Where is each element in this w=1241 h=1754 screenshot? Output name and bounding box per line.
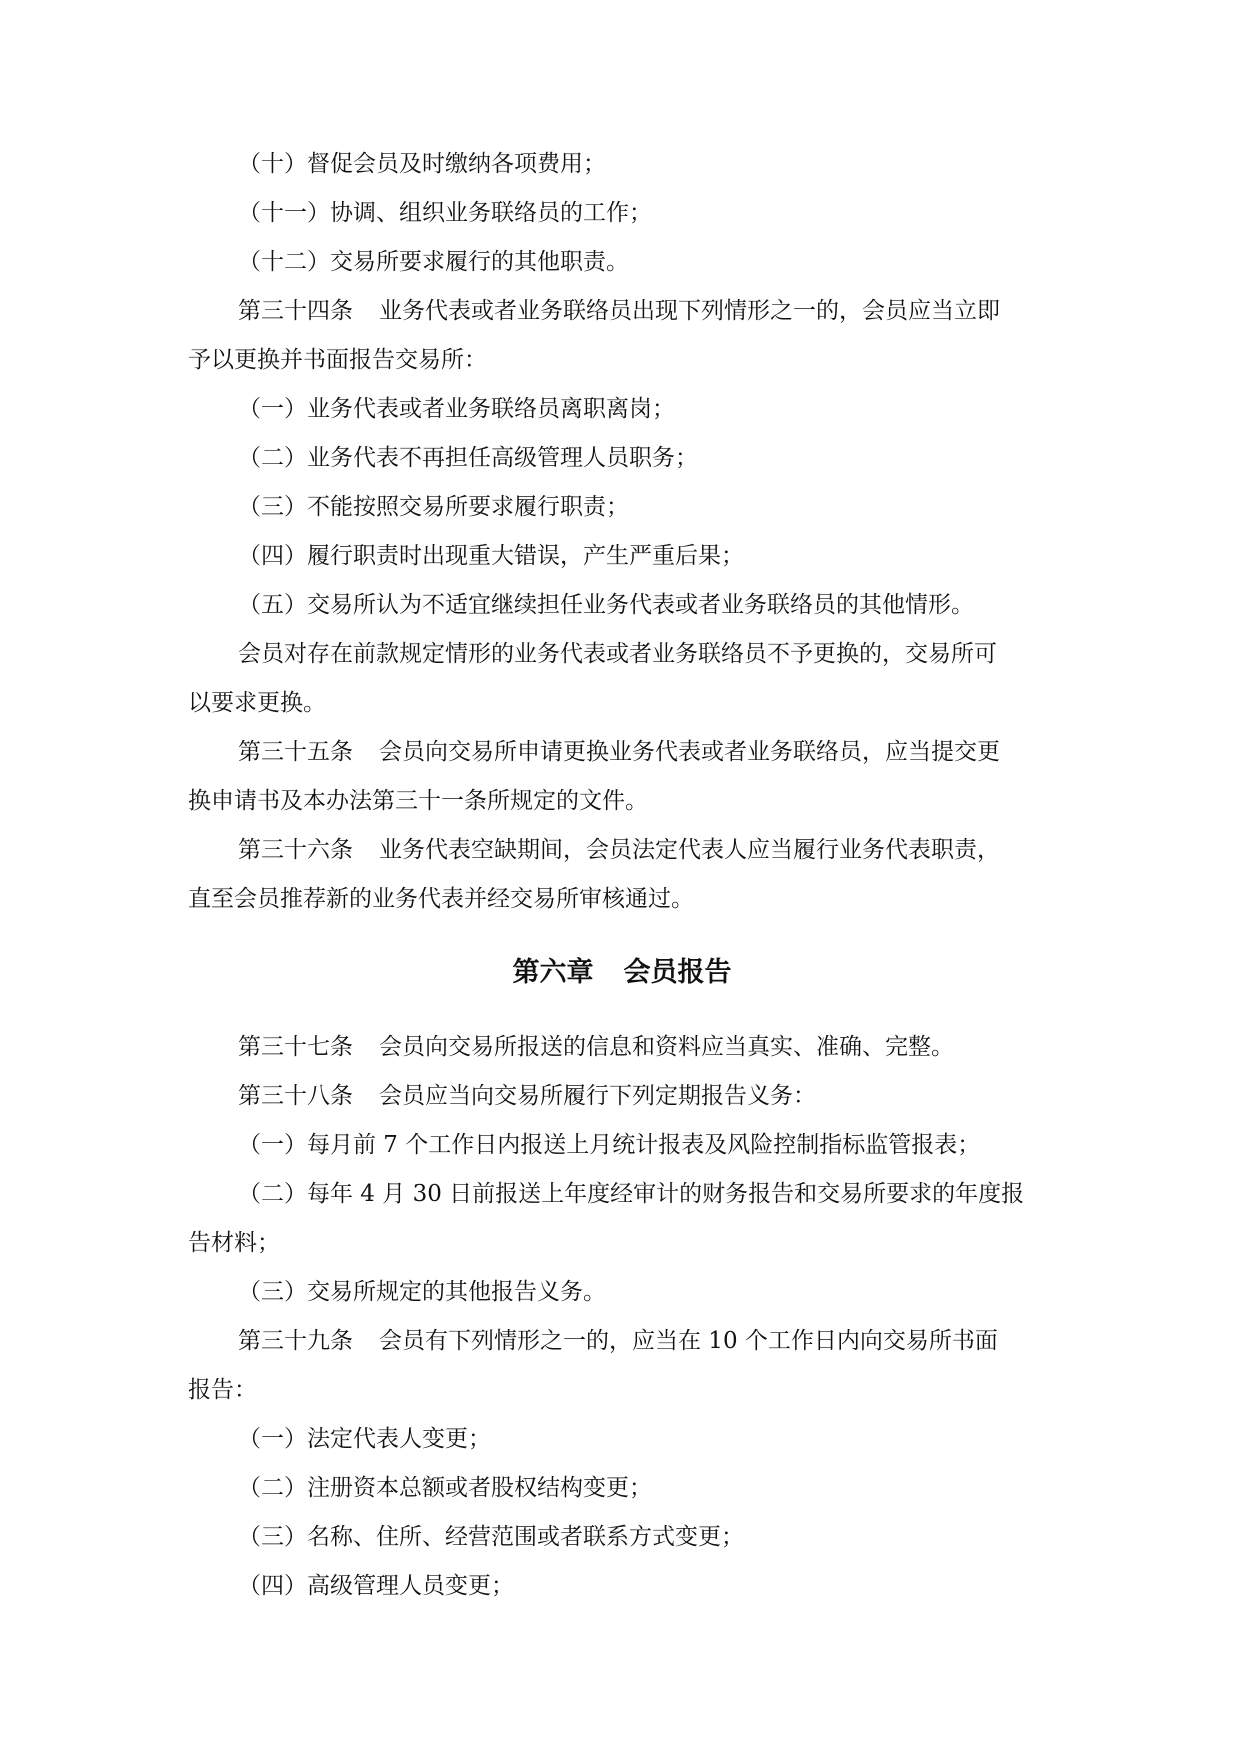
paragraph-line <box>188 1366 1056 1415</box>
paragraph-line <box>188 532 1056 581</box>
line-text: （四）履行职责时出现重大错误，产生严重后果； <box>238 543 744 569</box>
article-line <box>188 826 1056 875</box>
paragraph-line <box>188 1268 1056 1317</box>
article-number: 第三十八条 <box>238 1083 353 1109</box>
line-text: （一）每月前 7 个工作日内报送上月统计报表及风险控制指标监管报表； <box>238 1132 981 1158</box>
line-text: 换申请书及本办法第三十一条所规定的文件。 <box>188 788 648 814</box>
paragraph-line <box>188 1562 1056 1611</box>
line-text: （五）交易所认为不适宜继续担任业务代表或者业务联络员的其他情形。 <box>238 592 974 618</box>
paragraph-line <box>188 434 1056 483</box>
line-text: 业务代表或者业务联络员出现下列情形之一的，会员应当立即 <box>379 298 1000 324</box>
article-number: 第三十六条 <box>238 837 353 863</box>
paragraph-line <box>188 875 1056 924</box>
line-text: 直至会员推荐新的业务代表并经交易所审核通过。 <box>188 886 694 912</box>
paragraph-line <box>188 581 1056 630</box>
chapter-number: 第六章 <box>512 957 594 988</box>
line-text: （三）交易所规定的其他报告义务。 <box>238 1279 606 1305</box>
paragraph-line <box>188 385 1056 434</box>
paragraph-line <box>188 1170 1056 1219</box>
paragraph-line <box>188 336 1056 385</box>
paragraph-line <box>188 630 1056 679</box>
line-text: 以要求更换。 <box>188 690 326 716</box>
paragraph-line <box>188 1415 1056 1464</box>
paragraph-line <box>188 140 1056 189</box>
line-text: （一）法定代表人变更； <box>238 1426 491 1452</box>
line-text: 业务代表空缺期间，会员法定代表人应当履行业务代表职责， <box>379 837 1000 863</box>
paragraph-line <box>188 1219 1056 1268</box>
line-text: 会员应当向交易所履行下列定期报告义务： <box>379 1083 816 1109</box>
chapter-title: 会员报告 <box>623 957 732 988</box>
paragraph-line <box>188 238 1056 287</box>
paragraph-line <box>188 777 1056 826</box>
line-text: 告材料； <box>188 1230 280 1256</box>
section-after-chapter <box>188 1023 1056 1611</box>
article-line <box>188 287 1056 336</box>
line-text: （二）注册资本总额或者股权结构变更； <box>238 1475 652 1501</box>
line-text: （一）业务代表或者业务联络员离职离岗； <box>238 396 675 422</box>
article-line <box>188 1317 1056 1366</box>
line-text: （二）业务代表不再担任高级管理人员职务； <box>238 445 698 471</box>
line-text: （十）督促会员及时缴纳各项费用； <box>238 151 606 177</box>
article-line <box>188 1023 1056 1072</box>
line-text: 会员向交易所报送的信息和资料应当真实、准确、完整。 <box>379 1034 954 1060</box>
line-text: （十二）交易所要求履行的其他职责。 <box>238 249 629 275</box>
article-line <box>188 728 1056 777</box>
line-text: 报告： <box>188 1377 257 1403</box>
line-text: （十一）协调、组织业务联络员的工作； <box>238 200 652 226</box>
line-text: 会员向交易所申请更换业务代表或者业务联络员，应当提交更 <box>379 739 1000 765</box>
chapter-heading <box>188 948 1056 997</box>
line-text: （二）每年 4 月 30 日前报送上年度经审计的财务报告和交易所要求的年度报 <box>238 1181 1025 1207</box>
article-number: 第三十五条 <box>238 739 353 765</box>
article-number: 第三十七条 <box>238 1034 353 1060</box>
article-number: 第三十四条 <box>238 298 353 324</box>
line-text: （三）名称、住所、经营范围或者联系方式变更； <box>238 1524 744 1550</box>
paragraph-line <box>188 1513 1056 1562</box>
paragraph-line <box>188 679 1056 728</box>
document-body <box>188 140 1056 1611</box>
paragraph-line <box>188 483 1056 532</box>
paragraph-line <box>188 1121 1056 1170</box>
line-text: （四）高级管理人员变更； <box>238 1573 514 1599</box>
article-number: 第三十九条 <box>238 1328 353 1354</box>
paragraph-line <box>188 189 1056 238</box>
line-text: （三）不能按照交易所要求履行职责； <box>238 494 629 520</box>
line-text: 予以更换并书面报告交易所： <box>188 347 487 373</box>
line-text: 会员对存在前款规定情形的业务代表或者业务联络员不予更换的，交易所可 <box>238 641 997 667</box>
article-line <box>188 1072 1056 1121</box>
line-text: 会员有下列情形之一的，应当在 10 个工作日内向交易所书面 <box>379 1328 998 1354</box>
paragraph-line <box>188 1464 1056 1513</box>
section-before-chapter <box>188 140 1056 924</box>
